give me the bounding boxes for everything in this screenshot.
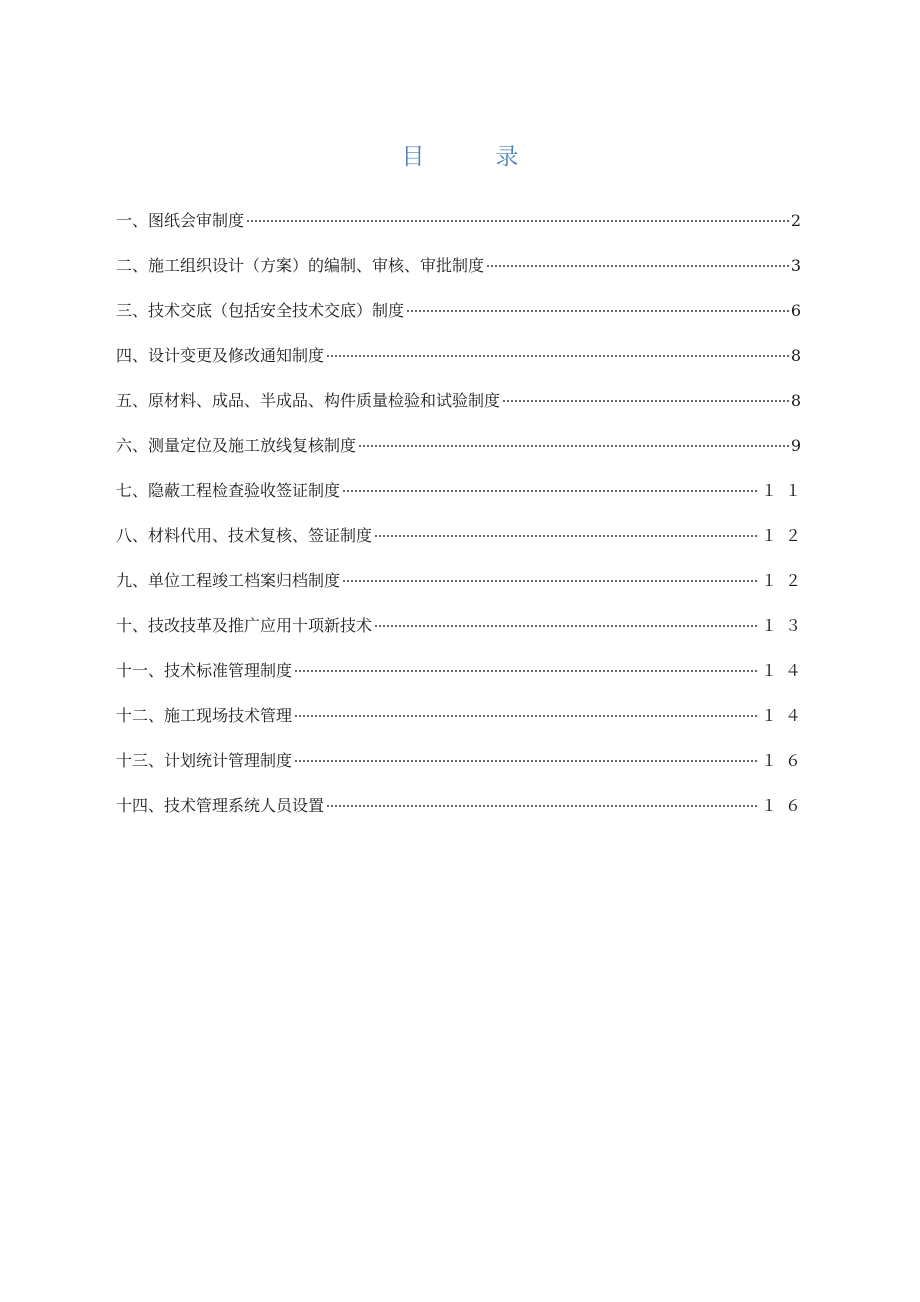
toc-entry-label: 三、技术交底（包括安全技术交底）制度: [116, 301, 405, 320]
toc-entry[interactable]: [116, 478, 809, 523]
dot-leader: [326, 804, 759, 808]
toc-entry[interactable]: [116, 343, 809, 388]
dot-leader: [342, 579, 759, 583]
toc-entry[interactable]: [116, 388, 809, 433]
toc-entry-page: 9: [790, 436, 809, 455]
toc-entry-label: 五、原材料、成品、半成品、构件质量检验和试验制度: [116, 391, 501, 410]
dot-leader: [502, 399, 789, 403]
toc-entry-page: １４: [760, 661, 809, 680]
toc-entry-label: 七、隐蔽工程检查验收签证制度: [116, 481, 341, 500]
toc-entry-label: 十二、施工现场技术管理: [116, 706, 293, 725]
dot-leader: [246, 219, 789, 223]
toc-entry[interactable]: [116, 208, 809, 253]
dot-leader: [294, 669, 759, 673]
toc-entry[interactable]: [116, 748, 809, 793]
toc-entry[interactable]: [116, 433, 809, 478]
dot-leader: [406, 309, 789, 313]
toc-entry-page: 8: [790, 391, 809, 410]
toc-entry[interactable]: [116, 793, 809, 838]
dot-leader: [374, 624, 759, 628]
dot-leader: [374, 534, 759, 538]
table-of-contents: [116, 208, 809, 838]
toc-entry[interactable]: [116, 523, 809, 568]
toc-entry[interactable]: [116, 613, 809, 658]
toc-entry-page: 3: [790, 256, 809, 275]
toc-entry-page: １６: [760, 751, 809, 770]
dot-leader: [486, 264, 789, 268]
toc-entry-label: 一、图纸会审制度: [116, 211, 245, 230]
toc-entry-label: 十、技改技革及推广应用十项新技术: [116, 616, 373, 635]
toc-title: 目 录: [401, 144, 543, 170]
toc-entry-label: 九、单位工程竣工档案归档制度: [116, 571, 341, 590]
dot-leader: [342, 489, 759, 493]
toc-entry-label: 十三、计划统计管理制度: [116, 751, 293, 770]
toc-entry[interactable]: [116, 703, 809, 748]
toc-entry-page: 8: [790, 346, 809, 365]
toc-entry-label: 二、施工组织设计（方案）的编制、审核、审批制度: [116, 256, 485, 275]
toc-entry-page: １４: [760, 706, 809, 725]
toc-entry-page: 6: [790, 301, 809, 320]
toc-entry-label: 十一、技术标准管理制度: [116, 661, 293, 680]
toc-entry-page: １２: [760, 526, 809, 545]
toc-entry-page: １３: [760, 616, 809, 635]
toc-entry-label: 八、材料代用、技术复核、签证制度: [116, 526, 373, 545]
toc-entry[interactable]: [116, 658, 809, 703]
toc-entry[interactable]: [116, 298, 809, 343]
toc-entry-page: １６: [760, 796, 809, 815]
toc-entry-label: 四、设计变更及修改通知制度: [116, 346, 325, 365]
toc-entry-label: 十四、技术管理系统人员设置: [116, 796, 325, 815]
toc-entry-label: 六、测量定位及施工放线复核制度: [116, 436, 357, 455]
dot-leader: [358, 444, 789, 448]
dot-leader: [294, 759, 759, 763]
toc-entry-page: 2: [790, 211, 809, 230]
dot-leader: [326, 354, 789, 358]
toc-entry[interactable]: [116, 568, 809, 613]
toc-entry-page: １２: [760, 571, 809, 590]
toc-entry-page: １１: [760, 481, 809, 500]
dot-leader: [294, 714, 759, 718]
toc-entry[interactable]: [116, 253, 809, 298]
